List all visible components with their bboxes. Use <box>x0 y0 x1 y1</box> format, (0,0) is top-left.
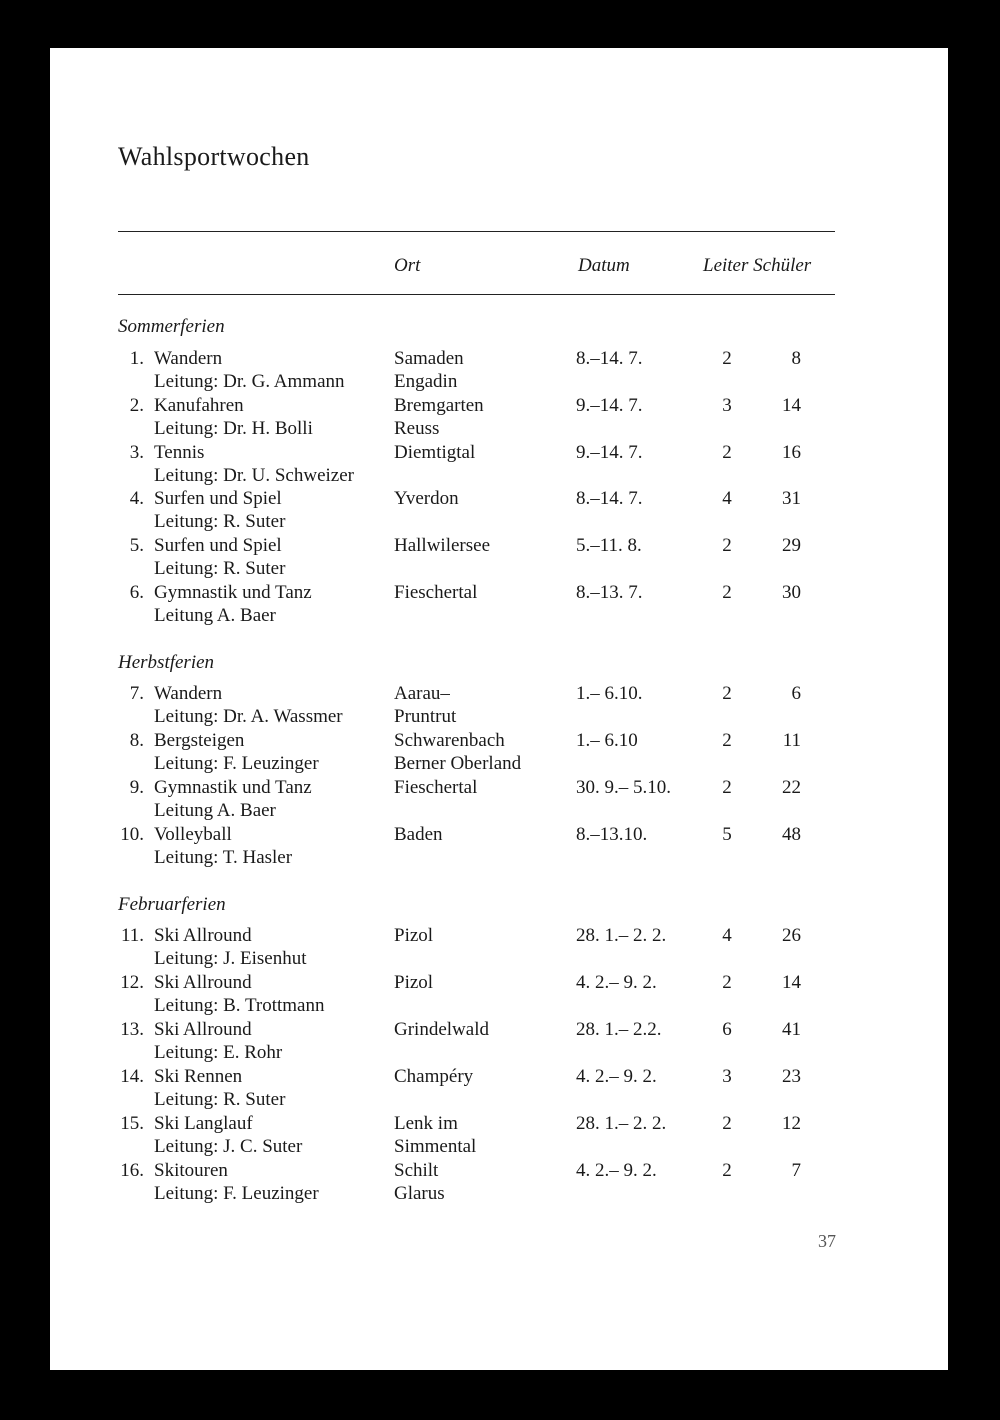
leitung-text: Leitung: Dr. U. Schweizer <box>154 465 354 486</box>
entry-number: 10. <box>120 824 144 845</box>
ort-line-1: Bremgarten <box>394 395 484 416</box>
page-title: Wahlsportwochen <box>118 142 310 171</box>
entry-number: 12. <box>120 972 144 993</box>
activity-name: Wandern <box>154 683 223 704</box>
leitung-text: Leitung: J. C. Suter <box>154 1136 303 1157</box>
leiter-count: 2 <box>722 535 732 556</box>
leiter-count: 6 <box>722 1019 732 1040</box>
ort-line-2: Berner Oberland <box>394 753 522 774</box>
ort-line-1: Samaden <box>394 348 464 369</box>
leiter-count: 2 <box>722 683 732 704</box>
ort-line-1: Pizol <box>394 925 434 946</box>
entry-number: 3. <box>129 442 144 463</box>
ort-line-1: Schwarenbach <box>394 730 505 751</box>
schueler-count: 29 <box>782 535 801 556</box>
document-page <box>50 48 948 1370</box>
activity-name: Surfen und Spiel <box>154 535 282 556</box>
datum-value: 8.–14. 7. <box>576 348 643 369</box>
activity-name: Ski Allround <box>154 972 252 993</box>
leitung-text: Leitung: B. Trottmann <box>154 995 325 1016</box>
schueler-count: 22 <box>782 777 801 798</box>
datum-value: 4. 2.– 9. 2. <box>576 972 657 993</box>
datum-value: 30. 9.– 5.10. <box>576 777 671 798</box>
leitung-text: Leitung: T. Hasler <box>154 847 293 868</box>
datum-value: 4. 2.– 9. 2. <box>576 1160 657 1181</box>
leiter-count: 2 <box>722 348 732 369</box>
leitung-text: Leitung: Dr. A. Wassmer <box>154 706 343 727</box>
datum-value: 4. 2.– 9. 2. <box>576 1066 657 1087</box>
ort-line-1: Lenk im <box>394 1113 458 1134</box>
schueler-count: 16 <box>782 442 801 463</box>
ort-line-1: Aarau– <box>394 683 450 704</box>
activity-name: Ski Allround <box>154 1019 252 1040</box>
entry-number: 16. <box>120 1160 144 1181</box>
ort-line-1: Pizol <box>394 972 434 993</box>
schueler-count: 7 <box>791 1160 801 1181</box>
leitung-text: Leitung: J. Eisenhut <box>154 948 307 969</box>
schueler-count: 31 <box>782 488 801 509</box>
page-number: 37 <box>818 1231 836 1251</box>
entry-number: 13. <box>120 1019 144 1040</box>
column-header-ort: Ort <box>394 255 421 276</box>
activity-name: Kanufahren <box>154 395 244 416</box>
datum-value: 28. 1.– 2. 2. <box>576 925 667 946</box>
datum-value: 28. 1.– 2. 2. <box>576 1113 667 1134</box>
leiter-count: 5 <box>722 824 732 845</box>
entry-number: 1. <box>129 348 144 369</box>
activity-name: Surfen und Spiel <box>154 488 282 509</box>
table-top-rule <box>118 231 835 232</box>
schueler-count: 23 <box>782 1066 801 1087</box>
ort-line-1: Hallwilersee <box>394 535 491 556</box>
leitung-text: Leitung: E. Rohr <box>154 1042 283 1063</box>
leiter-count: 2 <box>722 1113 732 1134</box>
ort-line-2: Reuss <box>394 418 440 439</box>
leiter-count: 3 <box>722 1066 732 1087</box>
datum-value: 9.–14. 7. <box>576 442 643 463</box>
section-heading-februarferien: Februarferien <box>118 894 226 915</box>
ort-line-1: Grindelwald <box>394 1019 489 1040</box>
schueler-count: 14 <box>782 972 801 993</box>
leiter-count: 2 <box>722 972 732 993</box>
activity-name: Skitouren <box>154 1160 228 1181</box>
datum-value: 8.–14. 7. <box>576 488 643 509</box>
leiter-count: 4 <box>722 925 732 946</box>
activity-name: Ski Rennen <box>154 1066 243 1087</box>
activity-name: Bergsteigen <box>154 730 245 751</box>
datum-value: 1.– 6.10 <box>576 730 638 751</box>
activity-name: Volleyball <box>154 824 232 845</box>
leitung-text: Leitung: R. Suter <box>154 511 286 532</box>
ort-line-2: Simmental <box>394 1136 477 1157</box>
activity-name: Gymnastik und Tanz <box>154 582 312 603</box>
entry-number: 4. <box>129 488 144 509</box>
datum-value: 28. 1.– 2.2. <box>576 1019 662 1040</box>
ort-line-1: Schilt <box>394 1160 439 1181</box>
leitung-text: Leitung A. Baer <box>154 605 276 626</box>
schueler-count: 8 <box>791 348 801 369</box>
ort-line-1: Baden <box>394 824 443 845</box>
datum-value: 8.–13. 7. <box>576 582 643 603</box>
leitung-text: Leitung: Dr. H. Bolli <box>154 418 313 439</box>
schueler-count: 26 <box>782 925 801 946</box>
section-heading-herbstferien: Herbstferien <box>118 652 215 673</box>
leiter-count: 4 <box>722 488 732 509</box>
leitung-text: Leitung A. Baer <box>154 800 276 821</box>
ort-line-1: Diemtigtal <box>394 442 476 463</box>
leitung-text: Leitung: R. Suter <box>154 1089 286 1110</box>
entry-number: 5. <box>129 535 144 556</box>
ort-line-2: Pruntrut <box>394 706 457 727</box>
entry-number: 9. <box>129 777 144 798</box>
activity-name: Tennis <box>154 442 205 463</box>
entry-number: 15. <box>120 1113 144 1134</box>
datum-value: 8.–13.10. <box>576 824 648 845</box>
schueler-count: 41 <box>782 1019 801 1040</box>
leitung-text: Leitung: R. Suter <box>154 558 286 579</box>
ort-line-1: Fieschertal <box>394 777 478 798</box>
entry-number: 11. <box>120 925 144 946</box>
schueler-count: 14 <box>782 395 801 416</box>
activity-name: Ski Allround <box>154 925 252 946</box>
schueler-count: 30 <box>782 582 801 603</box>
schueler-count: 48 <box>782 824 801 845</box>
ort-line-1: Fieschertal <box>394 582 478 603</box>
datum-value: 1.– 6.10. <box>576 683 643 704</box>
entry-number: 7. <box>129 683 144 704</box>
schueler-count: 11 <box>782 730 801 751</box>
datum-value: 5.–11. 8. <box>576 535 642 556</box>
table-header-rule <box>118 294 835 295</box>
activity-name: Ski Langlauf <box>154 1113 253 1134</box>
column-header-leiter-schueler: Leiter Schüler <box>703 255 812 276</box>
leitung-text: Leitung: Dr. G. Ammann <box>154 371 345 392</box>
entry-number: 6. <box>129 582 144 603</box>
entry-number: 2. <box>129 395 144 416</box>
ort-line-1: Yverdon <box>394 488 459 509</box>
schueler-count: 12 <box>782 1113 801 1134</box>
entry-number: 8. <box>129 730 144 751</box>
ort-line-1: Champéry <box>394 1066 474 1087</box>
leiter-count: 2 <box>722 1160 732 1181</box>
leiter-count: 2 <box>722 582 732 603</box>
entry-number: 14. <box>120 1066 144 1087</box>
column-header-datum: Datum <box>578 255 630 276</box>
schueler-count: 6 <box>791 683 801 704</box>
section-heading-sommerferien: Sommerferien <box>118 316 225 337</box>
ort-line-2: Engadin <box>394 371 458 392</box>
activity-name: Wandern <box>154 348 223 369</box>
leiter-count: 2 <box>722 730 732 751</box>
leitung-text: Leitung: F. Leuzinger <box>154 753 319 774</box>
activity-name: Gymnastik und Tanz <box>154 777 312 798</box>
leiter-count: 3 <box>722 395 732 416</box>
datum-value: 9.–14. 7. <box>576 395 643 416</box>
leitung-text: Leitung: F. Leuzinger <box>154 1183 319 1204</box>
ort-line-2: Glarus <box>394 1183 445 1204</box>
leiter-count: 2 <box>722 442 732 463</box>
leiter-count: 2 <box>722 777 732 798</box>
